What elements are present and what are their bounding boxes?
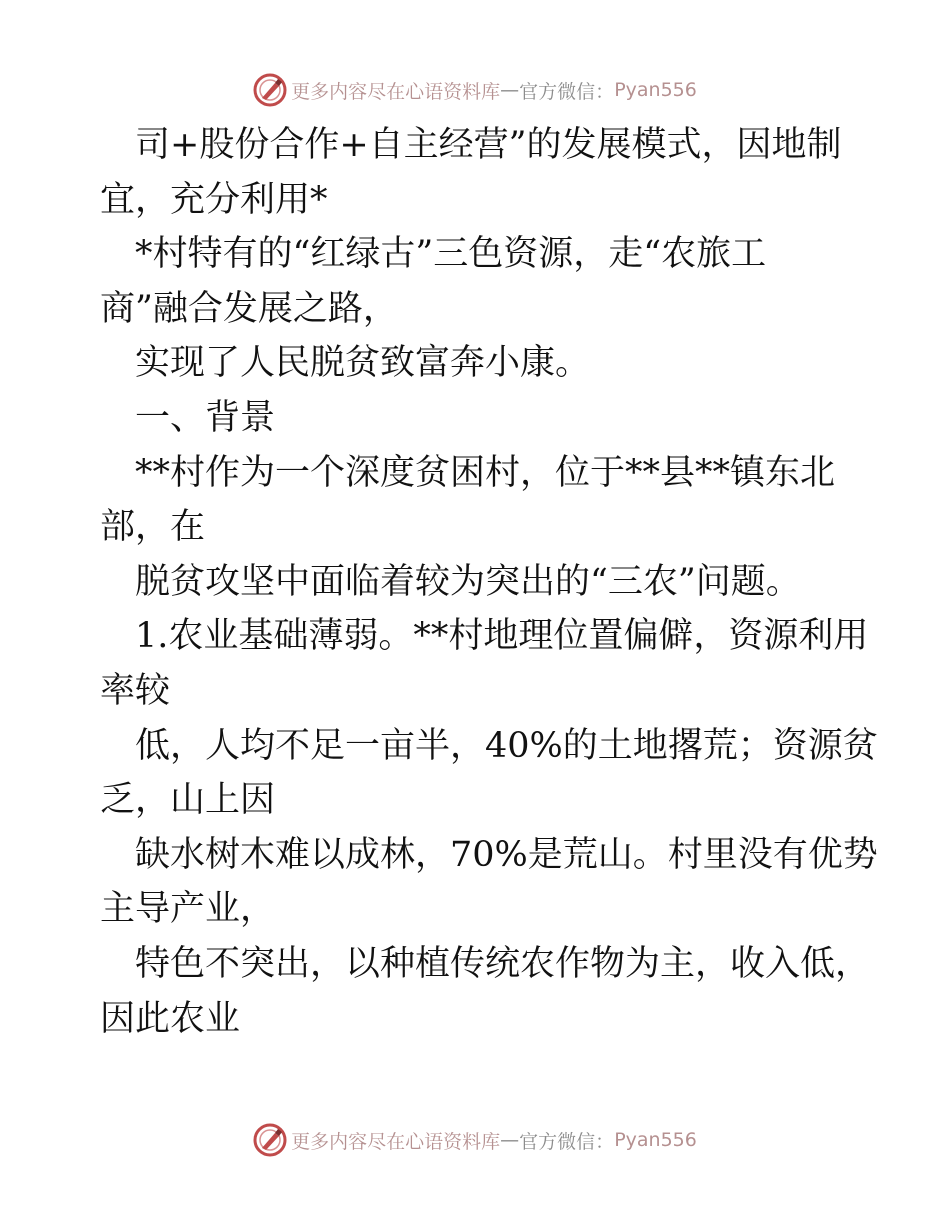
wechat-handle: Pyan556 bbox=[614, 79, 697, 101]
text-line: 低，人均不足一亩半，40%的土地撂荒；资源贫 bbox=[135, 725, 878, 766]
document-body bbox=[100, 118, 878, 1046]
text-line: 宜，充分利用* bbox=[100, 179, 328, 220]
text-line: 特色不突出，以种植传统农作物为主，收入低， bbox=[135, 943, 871, 984]
text-line: 缺水树木难以成林，70%是荒山。村里没有优势 bbox=[135, 834, 878, 875]
text-line: 因此农业 bbox=[100, 998, 241, 1039]
brand-text: 更多内容尽在心语资料库 bbox=[291, 1130, 501, 1153]
banner-separator: — bbox=[500, 79, 520, 101]
text-line: 乏，山上因 bbox=[100, 780, 276, 821]
text-line: 商”融合发展之路， bbox=[100, 288, 398, 329]
text-line: 实现了人民脱贫致富奔小康。 bbox=[135, 343, 591, 384]
banner-separator: — bbox=[500, 1129, 520, 1151]
wechat-handle: Pyan556 bbox=[614, 1129, 697, 1151]
seal-logo-icon bbox=[253, 73, 287, 107]
wechat-label: 官方微信： bbox=[519, 80, 615, 103]
text-line: 率较 bbox=[100, 670, 171, 711]
seal-logo-icon bbox=[253, 1123, 287, 1157]
text-line: 主导产业， bbox=[100, 889, 276, 930]
text-line: 1.农业基础薄弱。**村地理位置偏僻，资源利用 bbox=[135, 616, 869, 657]
text-line: 一、背景 bbox=[135, 397, 276, 438]
footer-watermark-banner bbox=[0, 1120, 950, 1160]
text-line: 部，在 bbox=[100, 507, 206, 548]
text-line: **村作为一个深度贫困村，位于**县**镇东北 bbox=[135, 452, 836, 493]
text-line: 司+股份合作+自主经营”的发展模式，因地制 bbox=[135, 125, 842, 165]
text-line: *村特有的“红绿古”三色资源，走“农旅工 bbox=[135, 234, 767, 275]
header-watermark-banner bbox=[0, 70, 950, 110]
text-line: 脱贫攻坚中面临着较为突出的“三农”问题。 bbox=[135, 561, 801, 602]
brand-text: 更多内容尽在心语资料库 bbox=[291, 80, 501, 103]
wechat-label: 官方微信： bbox=[519, 1130, 615, 1153]
